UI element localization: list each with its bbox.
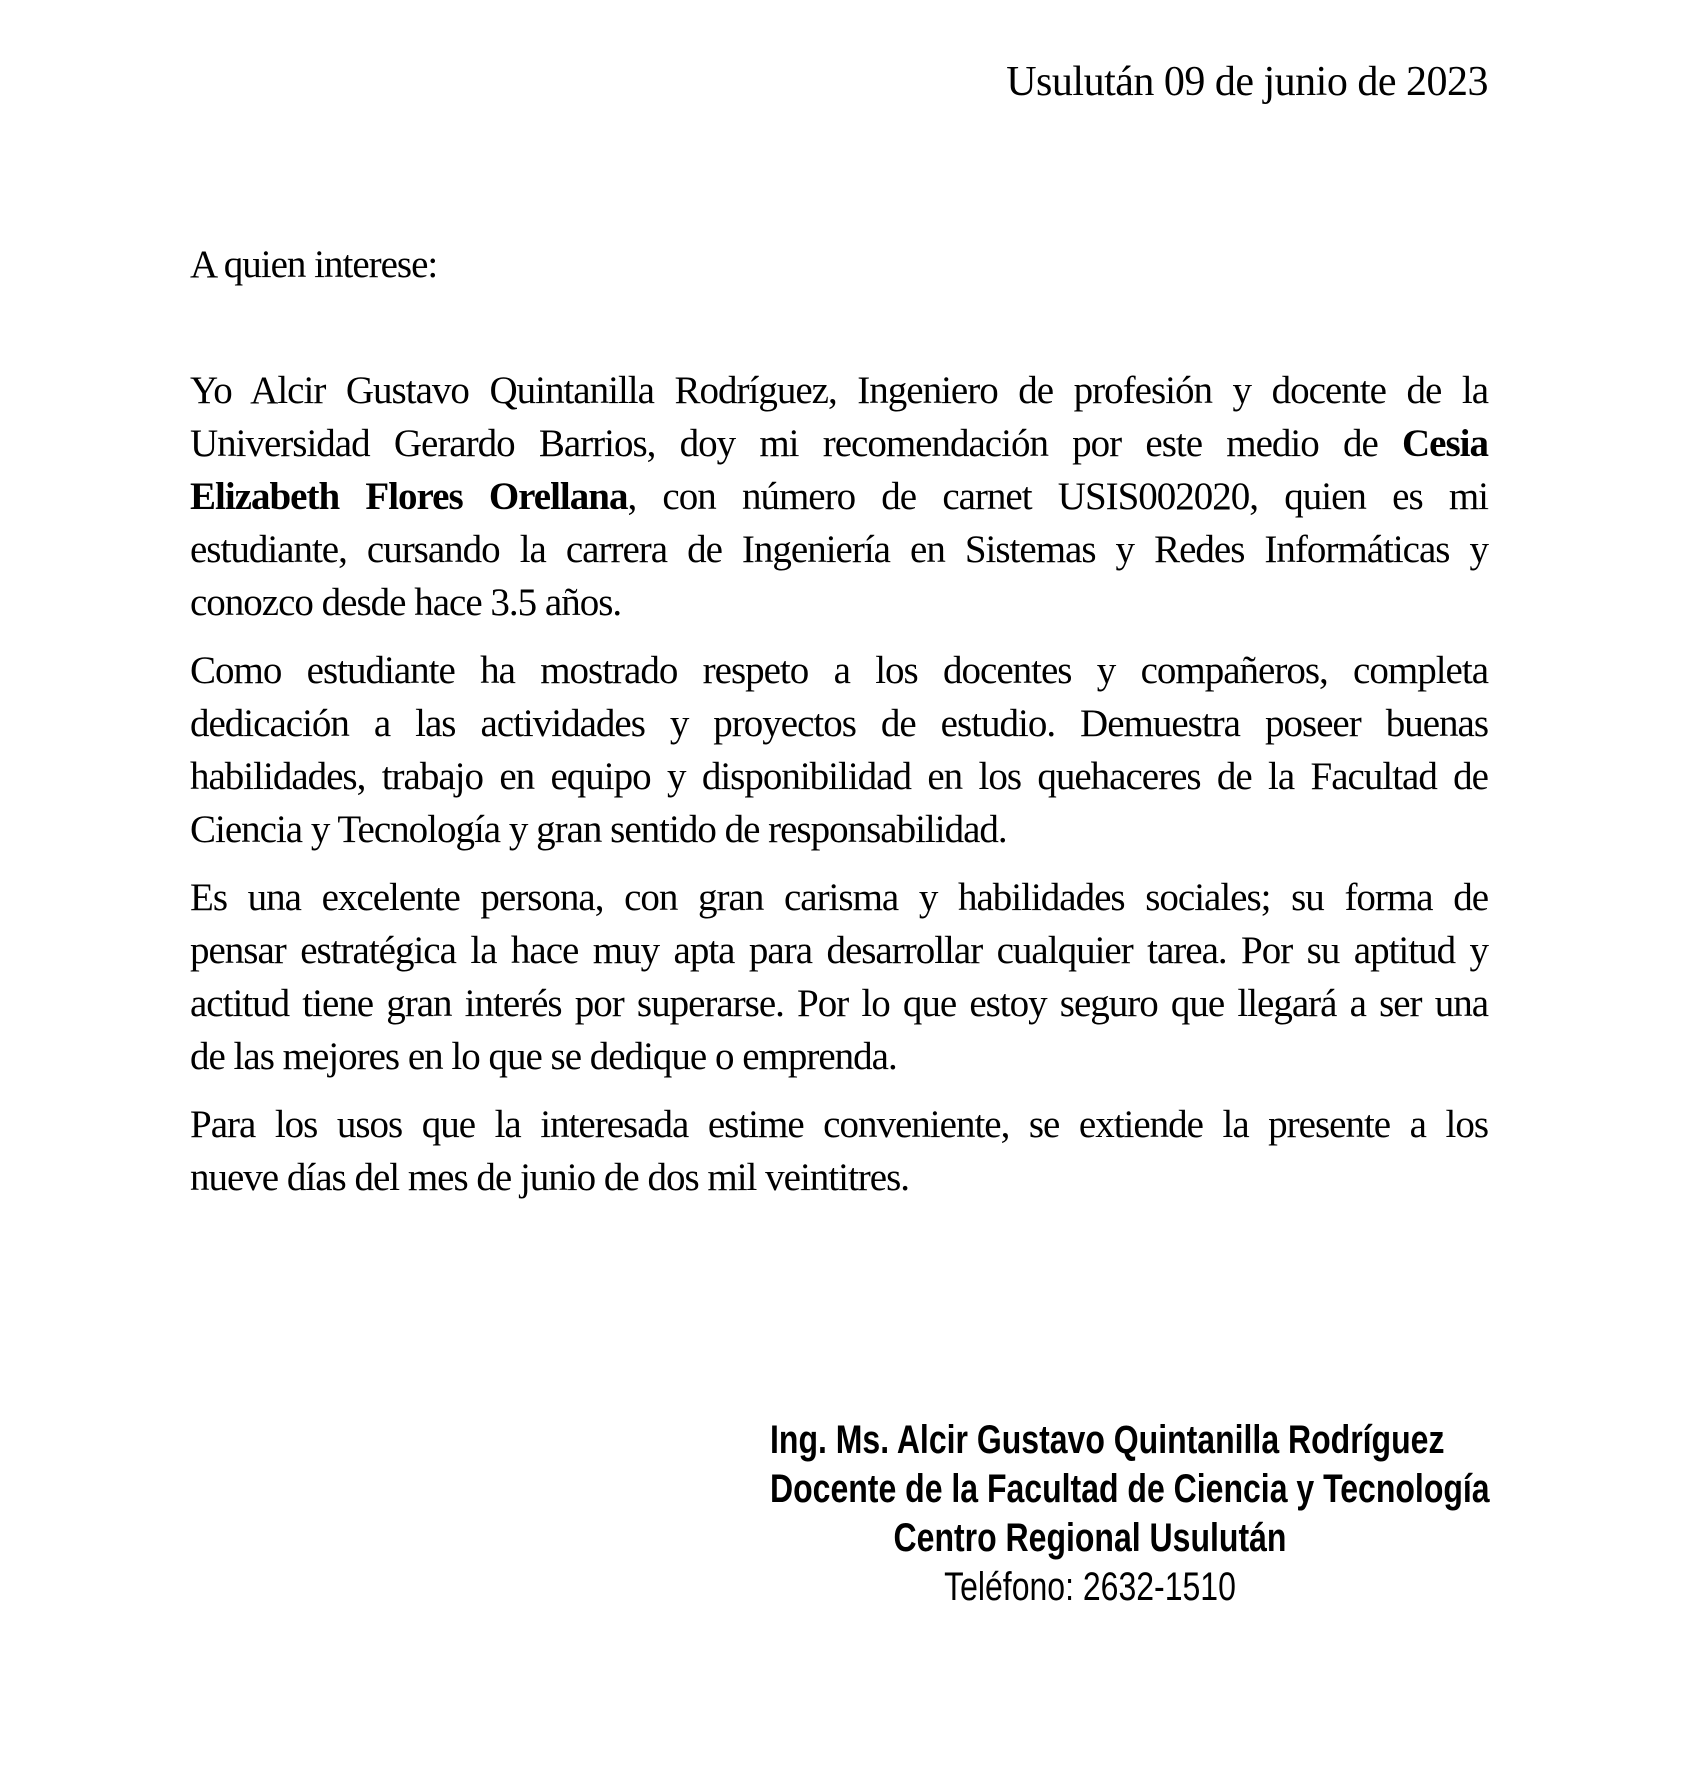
body-line [190, 576, 1488, 629]
text-run: , con número de carnet USIS002020, quien es mi [627, 475, 1488, 518]
body-line [190, 364, 1488, 417]
body-line [190, 1098, 1488, 1151]
text-run: Para los usos que la interesada estime conveniente, se extiende la presente a los [190, 1103, 1488, 1146]
text-run: dedicación a las actividades y proyectos de estudio. Demuestra poseer buenas [190, 702, 1488, 745]
signature-block [690, 1416, 1490, 1612]
text-run: Ciencia y Tecnología y gran sentido de responsabilidad. [190, 808, 1007, 851]
text-run: Como estudiante ha mostrado respeto a los docentes y compañeros, completa [190, 649, 1488, 692]
text-run: nueve días del mes de junio de dos mil veintitres. [190, 1156, 910, 1199]
paragraph [190, 1098, 1488, 1204]
signature-role: Docente de la Facultad de Ciencia y Tecnología [770, 1467, 1490, 1511]
body-line [190, 470, 1488, 523]
signature-phone: Teléfono: 2632-1510 [944, 1565, 1236, 1609]
signature-location: Centro Regional Usulután [893, 1516, 1287, 1560]
text-run: habilidades, trabajo en equipo y disponibilidad en los quehaceres de la Facultad de [190, 755, 1488, 798]
text-run: estudiante, cursando la carrera de Ingeniería en Sistemas y Redes Informáticas y [190, 528, 1488, 571]
text-run: conozco desde hace 3.5 años. [190, 581, 622, 624]
signature-name: Ing. Ms. Alcir Gustavo Quintanilla Rodríguez [770, 1418, 1445, 1462]
body-line [190, 697, 1488, 750]
body-line [190, 417, 1488, 470]
body-line [190, 977, 1488, 1030]
paragraph [190, 644, 1488, 856]
text-run: Es una excelente persona, con gran carisma y habilidades sociales; su forma de [190, 876, 1488, 919]
text-run: pensar estratégica la hace muy apta para desarrollar cualquier tarea. Por su aptitud y [190, 929, 1488, 972]
text-run: actitud tiene gran interés por superarse. Por lo que estoy seguro que llegará a ser una [190, 982, 1488, 1025]
letter-body [190, 364, 1488, 1219]
body-line [190, 644, 1488, 697]
paragraph [190, 871, 1488, 1083]
text-run: Elizabeth Flores Orellana [190, 475, 628, 518]
body-line [190, 523, 1488, 576]
body-line [190, 1030, 1488, 1083]
paragraph [190, 364, 1488, 629]
date-line: Usulután 09 de junio de 2023 [1006, 59, 1488, 105]
salutation: A quien interese: [190, 243, 438, 286]
text-run: de las mejores en lo que se dedique o emprenda. [190, 1035, 897, 1078]
text-run: Cesia [1402, 422, 1488, 465]
body-line [190, 924, 1488, 977]
text-run: Universidad Gerardo Barrios, doy mi recomendación por este medio de [190, 422, 1402, 465]
body-line [190, 871, 1488, 924]
body-line [190, 803, 1488, 856]
body-line [190, 1151, 1488, 1204]
text-run: Yo Alcir Gustavo Quintanilla Rodríguez, Ingeniero de profesión y docente de la [190, 369, 1488, 412]
body-line [190, 750, 1488, 803]
